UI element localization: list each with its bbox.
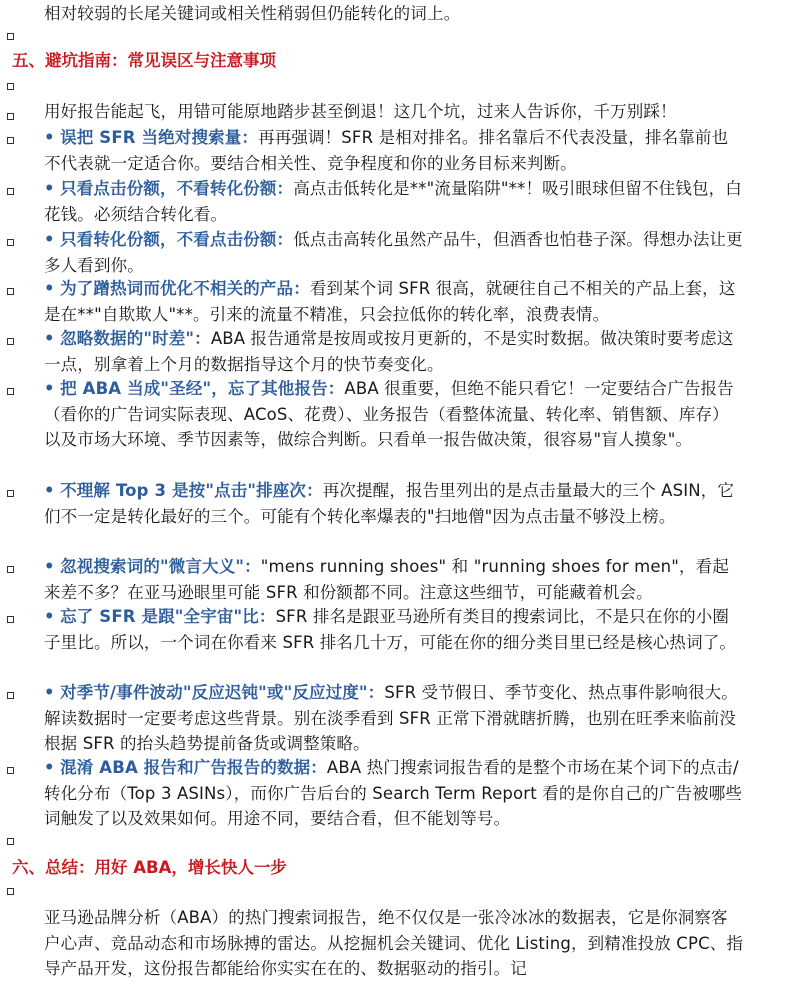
section-5-heading: 五、避坑指南：常见误区与注意事项 xyxy=(12,51,276,70)
list-item-title: 忽略数据的"时差"： xyxy=(60,329,211,348)
list-item-text xyxy=(44,326,744,377)
paragraph-marker-icon xyxy=(7,137,14,144)
list-item-body: "mens running shoes" 和 "running shoes for men"，看起来差不多？在亚马逊眼里可能 SFR 和份额都不同。注意这些细节，可能藏着机会。 xyxy=(44,557,729,602)
paragraph-marker-icon xyxy=(7,239,14,246)
list-item-body: ABA 报告通常是按周或按月更新的，不是实时数据。做决策时要考虑这一点，别拿着上个月的数据指导这个月的快节奏变化。 xyxy=(44,329,734,374)
bullet-dot: • xyxy=(44,683,55,702)
bullet-dot: • xyxy=(44,481,55,500)
paragraph-marker-icon xyxy=(7,83,14,90)
section-6-heading: 六、总结：用好 ABA，增长快人一步 xyxy=(12,858,287,877)
paragraph-marker-icon xyxy=(7,33,14,40)
paragraph-marker-icon xyxy=(7,188,14,195)
list-item-title: 忘了 SFR 是跟"全宇宙"比： xyxy=(60,607,276,626)
paragraph-marker-icon xyxy=(7,767,14,774)
bullet-dot: • xyxy=(44,329,55,348)
list-item-text xyxy=(44,478,744,529)
paragraph-marker-icon xyxy=(7,888,14,895)
list-item-text xyxy=(44,125,744,176)
list-item-text xyxy=(44,176,744,227)
list-item-body: ABA 很重要，但绝不能只看它！一定要结合广告报告（看你的广告词实际表现、ACoS、花费）、业务报告（看整体流量、转化率、销售额、库存）以及市场大环境、季节因素等，做综合判断。只看单一报告做决策，很容易"盲人摸象"。 xyxy=(44,379,734,449)
list-item-text xyxy=(44,276,744,327)
paragraph-marker-icon xyxy=(7,838,14,845)
paragraph-marker-icon xyxy=(7,288,14,295)
top-fragment-text: 相对较弱的长尾关键词或相关性稍弱但仍能转化的词上。 xyxy=(44,4,461,23)
list-item-title: 把 ABA 当成"圣经"，忘了其他报告： xyxy=(60,379,345,398)
bullet-dot: • xyxy=(44,607,55,626)
bullet-dot: • xyxy=(44,758,55,777)
list-item-body: 看到某个词 SFR 很高，就硬往自己不相关的产品上套，这是在**"自欺欺人"**。引来的流量不精准，只会拉低你的转化率，浪费表情。 xyxy=(44,279,736,324)
bullet-dot: • xyxy=(44,279,55,298)
list-item-title: 对季节/事件波动"反应迟钝"或"反应过度"： xyxy=(60,683,385,702)
paragraph-marker-icon xyxy=(7,338,14,345)
list-item-body: 低点击高转化虽然产品牛，但酒香也怕巷子深。得想办法让更多人看到你。 xyxy=(44,230,743,275)
list-item-text xyxy=(44,376,744,453)
paragraph-marker-icon xyxy=(7,388,14,395)
bullet-dot: • xyxy=(44,230,55,249)
list-item-title: 混淆 ABA 报告和广告报告的数据： xyxy=(60,758,327,777)
bullet-dot: • xyxy=(44,557,55,576)
list-item-body: ABA 热门搜索词报告看的是整个市场在某个词下的点击/转化分布（Top 3 ASINs），而你广告后台的 Search Term Report 看的是你自己的广告被哪些词触发了以及效果如何。用途不同，要结合看，但不能划等号。 xyxy=(44,758,743,828)
list-item-body: SFR 排名是跟亚马逊所有类目的搜索词比，不是只在你的小圈子里比。所以，一个词在你看来 SFR 排名几十万，可能在你的细分类目里已经是核心热词了。 xyxy=(44,607,737,652)
paragraph-marker-icon xyxy=(7,490,14,497)
bullet-dot: • xyxy=(44,379,55,398)
list-item-title: 为了蹭热词而优化不相关的产品： xyxy=(60,279,310,298)
list-item-title: 忽视搜索词的"微言大义"： xyxy=(60,557,261,576)
list-item-body: 高点击低转化是**"流量陷阱"**！吸引眼球但留不住钱包，白花钱。必须结合转化看。 xyxy=(44,179,742,224)
paragraph-marker-icon xyxy=(7,692,14,699)
paragraph-marker-icon xyxy=(7,566,14,573)
list-item-text xyxy=(44,680,744,757)
list-item-title: 只看转化份额，不看点击份额： xyxy=(60,230,294,249)
paragraph-marker-icon xyxy=(7,616,14,623)
section-5-intro: 用好报告能起飞，用错可能原地踏步甚至倒退！这几个坑，过来人告诉你，千万别踩！ xyxy=(44,102,677,121)
list-item-title: 误把 SFR 当绝对搜索量： xyxy=(60,128,259,147)
bullet-dot: • xyxy=(44,179,55,198)
list-item-title: 不理解 Top 3 是按"点击"排座次： xyxy=(60,481,323,500)
list-item-body: 再次提醒，报告里列出的是点击量最大的三个 ASIN，它们不一定是转化最好的三个。可能有个转化率爆表的"扫地僧"因为点击量不够没上榜。 xyxy=(44,481,734,526)
list-item-text xyxy=(44,604,744,655)
paragraph-marker-icon xyxy=(7,113,14,120)
list-item-body: 再再强调！SFR 是相对排名。排名靠后不代表没量，排名靠前也不代表就一定适合你。要结合相关性、竞争程度和你的业务目标来判断。 xyxy=(44,128,729,173)
list-item-text xyxy=(44,755,744,832)
list-item-body: SFR 受节假日、季节变化、热点事件影响很大。解读数据时一定要考虑这些背景。别在淡季看到 SFR 正常下滑就瞎折腾，也别在旺季来临前没根据 SFR 的抬头趋势提前备货或调整策略。 xyxy=(44,683,738,753)
bullet-dot: • xyxy=(44,128,55,147)
list-item-text xyxy=(44,227,744,278)
list-item-text xyxy=(44,554,744,605)
list-item-title: 只看点击份额，不看转化份额： xyxy=(60,179,294,198)
section-6-body: 亚马逊品牌分析（ABA）的热门搜索词报告，绝不仅仅是一张冷冰冰的数据表，它是你洞察客户心声、竞品动态和市场脉搏的雷达。从挖掘机会关键词、优化 Listing，到精准投放 CPC、指导产品开发，这份报告都能给你实实在在的、数据驱动的指引。记 xyxy=(44,908,744,978)
